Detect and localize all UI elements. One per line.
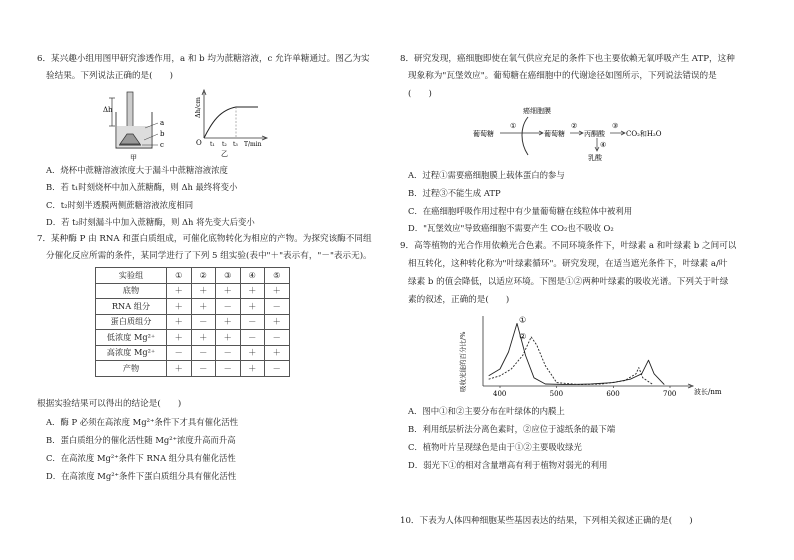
q6-stem-line1: 6．某兴趣小组用图甲研究渗透作用，a 和 b 均为蔗糖溶液，c 允许单糖通过。图乙为实: [37, 54, 370, 64]
step-4-label: ④: [600, 141, 607, 149]
table-cell: ＋: [265, 283, 290, 299]
q9-stem-line4: 素的叙述，正确的是( ): [408, 295, 510, 305]
table-cell: －: [265, 330, 290, 346]
chart-xlabel: 波长/nm: [694, 388, 722, 396]
table-cell: ＋: [167, 361, 192, 377]
table-cell: －: [216, 299, 241, 315]
table-header-cell: 实验组: [96, 268, 167, 284]
membrane-label: 癌细胞膜: [523, 107, 551, 115]
q6-stem-line2: 验结果。下列说法正确的是( ): [46, 71, 174, 81]
x-tick-label: 600: [606, 390, 620, 398]
label-b: b: [160, 130, 165, 138]
table-cell: ＋: [240, 299, 265, 315]
table-cell: ＋: [191, 330, 216, 346]
table-cell: ＋: [240, 345, 265, 361]
q8-option-a: A．过程①需要癌细胞膜上载体蛋白的参与: [408, 170, 565, 180]
table-cell: ＋: [265, 314, 290, 330]
q6-figure-jia: [100, 90, 180, 162]
q7-option-d: D．在高浓度 Mg²⁺条件下蛋白质组分具有催化活性: [46, 471, 237, 481]
table-cell: －: [191, 345, 216, 361]
table-header-cell: ②: [191, 268, 216, 284]
yi-tick-t2: t₂: [222, 141, 227, 148]
table-cell: ＋: [240, 283, 265, 299]
x-tick-label: 500: [549, 390, 564, 398]
table-header-cell: ④: [240, 268, 265, 284]
membrane-curve: [522, 117, 528, 155]
table-row: [96, 345, 290, 361]
q9-stem-line2: 相互转化，这种转化称为"叶绿素循环"。研究发现，在适当遮光条件下，叶绿素 a/叶: [408, 259, 728, 269]
table-header-cell: ③: [216, 268, 241, 284]
table-cell: ＋: [216, 283, 241, 299]
table-cell: ＋: [216, 330, 241, 346]
x-tick-label: 700: [663, 390, 677, 398]
q10-stem: 10．下表为人体四种细胞某些基因表达的结果，下列相关叙述正确的是( ): [400, 516, 693, 526]
table-cell: －: [216, 345, 241, 361]
table-cell: ＋: [167, 299, 192, 315]
table-cell: －: [240, 330, 265, 346]
caption-jia: 甲: [130, 154, 137, 162]
chart-ylabel: 吸收光能的百分比/%: [459, 331, 467, 392]
series-label-1: ①: [519, 315, 527, 325]
q6-option-d: D．若 t₂时刻漏斗中加入蔗糖酶，则 Δh 将先变大后变小: [46, 217, 255, 227]
q6-option-a: A．烧杯中蔗糖溶液浓度大于漏斗中蔗糖溶液浓度: [46, 165, 228, 175]
q8-metabolism-diagram: [470, 103, 670, 163]
glucose-inside: 葡萄糖: [544, 130, 565, 138]
table-cell: 产物: [96, 361, 167, 377]
q9-option-d: D．弱光下①的相对含量增高有利于植物对弱光的利用: [408, 460, 608, 470]
q8-option-c: C．在癌细胞呼吸作用过程中有少量葡萄糖在线粒体中被利用: [408, 206, 633, 216]
q9-option-c: C．植物叶片呈现绿色是由于①②主要吸收绿光: [408, 442, 582, 452]
table-cell: ＋: [240, 361, 265, 377]
caption-yi: 乙: [221, 150, 228, 158]
dh-label: Δh: [103, 106, 113, 114]
table-cell: 蛋白质组分: [96, 314, 167, 330]
table-cell: ＋: [167, 314, 192, 330]
q7-stem-line2: 分催化反应所需的条件，某同学进行了下列 5 组实验(表中"＋"表示有，"－"表示无)。: [46, 251, 372, 261]
table-cell: －: [216, 361, 241, 377]
q8-stem-line1: 8．研究发现，癌细胞即使在氧气供应充足的条件下也主要依赖无氧呼吸产生 ATP，这种: [400, 54, 735, 64]
table-header-cell: ①: [167, 268, 192, 284]
q6-option-b: B．若 t₁时刻烧杯中加入蔗糖酶，则 Δh 最终将变小: [46, 182, 238, 192]
glucose-outside: 葡萄糖: [473, 130, 494, 138]
table-row: [96, 314, 290, 330]
table-cell: －: [240, 314, 265, 330]
q8-option-b: B．过程③不能生成 ATP: [408, 188, 501, 198]
q9-stem-line1: 9．高等植物的光合作用依赖光合色素。不同环境条件下，叶绿素 a 和叶绿素 b 之间可以: [400, 241, 737, 251]
table-header-cell: ⑤: [265, 268, 290, 284]
yi-ylabel: Δh/cm: [194, 97, 202, 118]
yi-origin: O: [196, 139, 202, 147]
pyruvate-label: 丙酮酸: [584, 130, 605, 138]
table-cell: 底物: [96, 283, 167, 299]
products-label: CO₂和H₂O: [626, 130, 662, 138]
yi-tick-t3: t₃: [233, 141, 238, 148]
q9-stem-line3: 绿素 b 的值会降低，以适应环境。下图是①②两种叶绿素的吸收光谱。下列关于叶绿: [408, 277, 729, 287]
table-cell: －: [191, 314, 216, 330]
q8-option-d: D．"瓦堡效应"导致癌细胞不需要产生 CO₂也不吸收 O₂: [408, 223, 614, 233]
q7-stem-line1: 7．某种酶 P 由 RNA 和蛋白质组成，可催化底物转化为相应的产物。为探究该酶不同组: [37, 234, 372, 244]
series-line-1: [489, 323, 665, 384]
table-row: [96, 330, 290, 346]
step-3-label: ③: [612, 122, 619, 130]
table-cell: ＋: [167, 283, 192, 299]
q7-experiment-table: [95, 267, 290, 377]
q7-option-a: A．酶 P 必须在高浓度 Mg²⁺条件下才具有催化活性: [46, 417, 239, 427]
table-cell: ＋: [191, 283, 216, 299]
q6-figure-yi: [188, 88, 270, 158]
table-header-row: [96, 268, 290, 284]
q7-option-b: B．蛋白质组分的催化活性随 Mg²⁺浓度升高而升高: [46, 435, 236, 445]
series-label-2: ②: [519, 332, 527, 342]
table-row: [96, 299, 290, 315]
table-cell: 低浓度 Mg²⁺: [96, 330, 167, 346]
table-cell: －: [265, 299, 290, 315]
q9-option-a: A．图中①和②主要分布在叶绿体的内膜上: [408, 406, 565, 416]
lactate-label: 乳酸: [588, 154, 602, 162]
table-cell: －: [167, 345, 192, 361]
table-cell: RNA 组分: [96, 299, 167, 315]
series-line-2: [489, 337, 653, 385]
label-a: a: [160, 119, 165, 127]
q7-conclusion: 根据实验结果可以得出的结论是( ): [37, 399, 182, 409]
q6-option-c: C．t₂时刻半透膜两侧蔗糖溶液浓度相同: [46, 200, 194, 210]
table-cell: －: [265, 361, 290, 377]
q8-stem-line3: ( ): [408, 89, 432, 99]
table-cell: ＋: [216, 314, 241, 330]
table-cell: 高浓度 Mg²⁺: [96, 345, 167, 361]
label-c: c: [160, 141, 164, 149]
table-cell: －: [191, 361, 216, 377]
q9-absorption-spectrum-chart: [455, 308, 730, 400]
yi-xlabel: T/min: [244, 141, 262, 148]
step-2-label: ②: [571, 122, 578, 130]
x-tick-label: 400: [493, 390, 507, 398]
table-row: [96, 361, 290, 377]
table-cell: ＋: [167, 330, 192, 346]
q8-stem-line2: 现象称为"瓦堡效应"。葡萄糖在癌细胞中的代谢途径如图所示，下列说法错误的是: [408, 71, 717, 81]
q7-option-c: C．在高浓度 Mg²⁺条件下 RNA 组分具有催化活性: [46, 453, 236, 463]
table-row: [96, 283, 290, 299]
yi-tick-t1: t₁: [210, 141, 215, 148]
yi-curve: [204, 107, 258, 138]
step-1-label: ①: [510, 122, 517, 130]
table-cell: ＋: [191, 299, 216, 315]
q9-option-b: B．利用纸层析法分离色素时，②应位于滤纸条的最下端: [408, 424, 616, 434]
table-cell: ＋: [265, 345, 290, 361]
